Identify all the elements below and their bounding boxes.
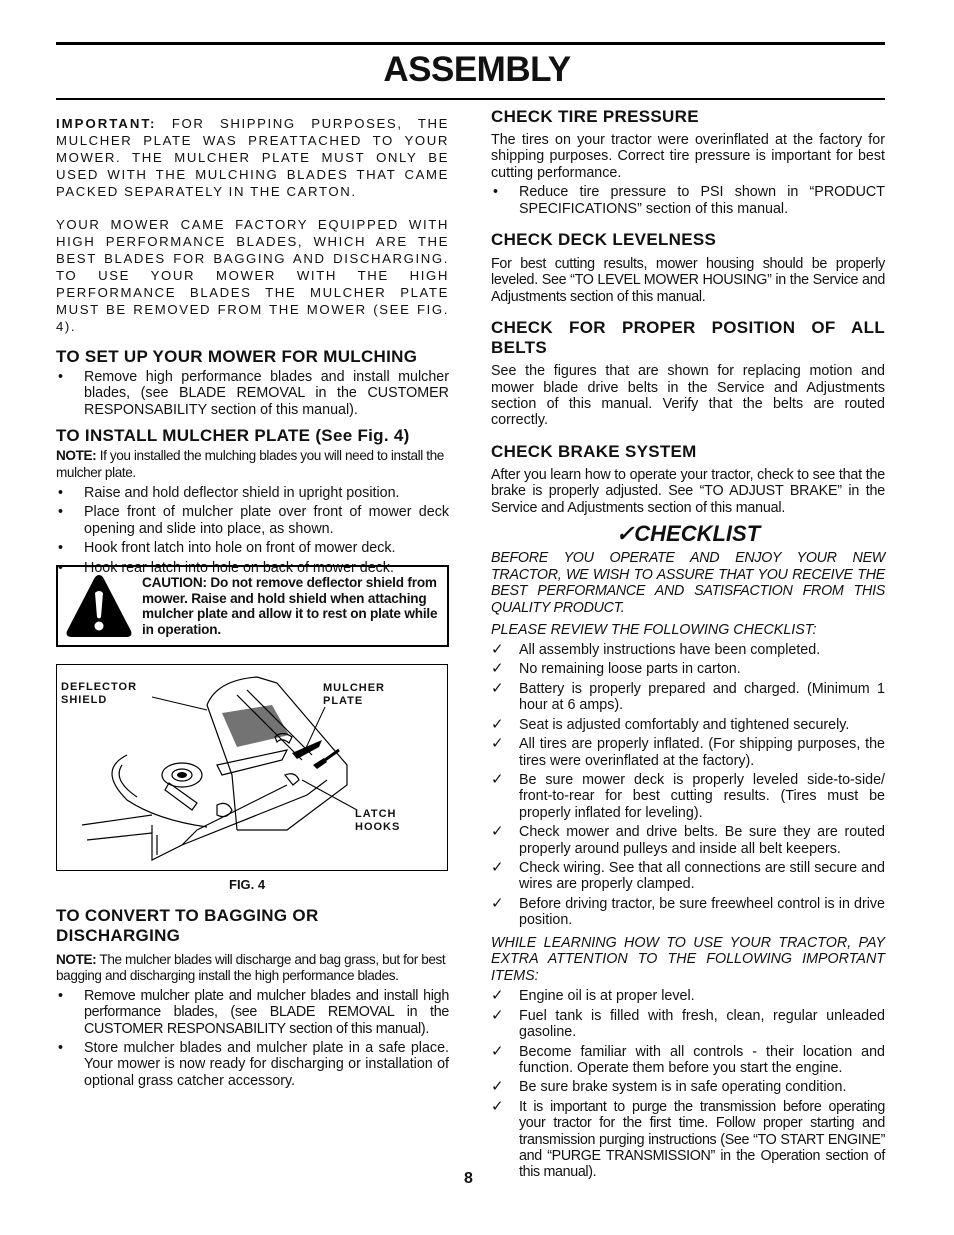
note-label: NOTE:	[56, 448, 97, 464]
check-icon: ✓	[491, 1097, 504, 1115]
install-note	[56, 448, 449, 481]
belts-heading: CHECK FOR PROPER POSITION OF ALL BELTS	[491, 318, 885, 358]
list-item: • Reduce tire pressure to PSI shown in “PRODUCT SPECIFICATIONS” section of this manual.	[491, 184, 885, 217]
check-icon: ✓	[491, 1078, 504, 1096]
list-item: • Hook front latch into hole on front of mower deck.	[56, 540, 449, 556]
list-item: ✓ Be sure brake system is in safe operating condition.	[491, 1078, 847, 1096]
tire-text: The tires on your tractor were overinflated at the factory for shipping purposes. Correct tire pressure is important for best cutting performance.	[491, 132, 885, 181]
list-item: ✓ Check wiring. See that all connections are still secure and wires are properly clamped.	[491, 858, 885, 893]
brake-heading: CHECK BRAKE SYSTEM	[491, 441, 697, 461]
important-label: IMPORTANT:	[56, 116, 157, 131]
note-text: The mulcher blades will discharge and bag grass, but for best bagging and discharging install the high performance blades.	[56, 952, 446, 984]
list-item: • Hook rear latch into hole on back of mower deck.	[56, 560, 449, 576]
figure-caption: FIG. 4	[229, 877, 266, 892]
note-label: NOTE:	[56, 952, 97, 967]
list-item: ✓ Become familiar with all controls - their location and function. Operate them before you start the engine.	[491, 1042, 885, 1076]
check-icon: ✓	[491, 823, 504, 841]
belts-text: See the figures that are shown for replacing motion and mower blade drive belts in the Service and Adjustments section of this manual. Verify that the belts are routed correctly.	[491, 363, 885, 429]
latch-hooks-label: LATCH HOOKS	[355, 808, 401, 833]
check-icon: ✓	[491, 1042, 504, 1060]
mulcher-plate-label: MULCHER PLATE	[323, 682, 385, 707]
check-icon: ✓	[491, 858, 504, 876]
check-icon: ✓	[491, 679, 504, 697]
right-column	[491, 108, 885, 1181]
list-item: ✓ It is important to purge the transmission before operating your tractor for the first time. Follow proper starting and transmission purging instructions (See “TO START ENGINE” and “PURGE TRANSMISSION” in the Operation section of this manual).	[491, 1097, 885, 1181]
checklist-title: CHECKLIST	[634, 521, 761, 547]
checklist-intro: BEFORE YOU OPERATE AND ENJOY YOUR NEW TRACTOR, WE WISH TO ASSURE THAT YOU RECEIVE THE BEST PERFORMANCE AND SATISFACTION FROM THIS QUALITY PRODUCT.	[491, 550, 885, 616]
page-title: ASSEMBLY	[383, 50, 571, 89]
left-column	[56, 108, 449, 576]
list-item: ✓ All tires are properly inflated. (For shipping purposes, the tires were overinflated at the factory).	[491, 735, 885, 769]
tire-heading: CHECK TIRE PRESSURE	[491, 107, 699, 126]
mulching-heading: TO SET UP YOUR MOWER FOR MULCHING	[56, 347, 418, 366]
checklist-learning: WHILE LEARNING HOW TO USE YOUR TRACTOR, PAY EXTRA ATTENTION TO THE FOLLOWING IMPORTANT ITEMS:	[491, 934, 885, 984]
blades-paragraph: YOUR MOWER CAME FACTORY EQUIPPED WITH HIGH PERFORMANCE BLADES, WHICH ARE THE BEST BLADES FOR BAGGING AND DISCHARGING. TO USE YOUR MOWER WITH THE HIGH PERFORMANCE BLADES THE MULCHER PLATE MUST BE REMOVED FROM THE MOWER (SEE FIG. 4).	[56, 217, 449, 334]
checklist-items-2	[491, 988, 885, 1180]
mulching-list	[56, 369, 449, 418]
title-underline	[56, 98, 885, 100]
check-icon: ✓	[491, 660, 504, 678]
list-item: • Remove mulcher plate and mulcher blades and install high performance blades, (see BLADE REMOVAL in the CUSTOMER RESPONSABILITY section of this manual).	[56, 988, 449, 1037]
list-item: ✓ Before driving tractor, be sure freewheel control is in drive position.	[491, 894, 885, 929]
check-icon: ✓	[491, 987, 504, 1005]
list-item: ✓ Seat is adjusted comfortably and tightened securely.	[491, 715, 850, 733]
list-item: • Place front of mulcher plate over front of mower deck opening and slide into place, as shown.	[56, 504, 449, 537]
check-icon: ✓	[491, 641, 504, 659]
checklist-items	[491, 642, 885, 929]
list-item: • Raise and hold deflector shield in upright position.	[56, 485, 449, 501]
list-item: ✓ Fuel tank is filled with fresh, clean, regular unleaded gasoline.	[491, 1006, 885, 1041]
check-icon: ✓	[491, 715, 504, 733]
convert-heading: TO CONVERT TO BAGGING OR DISCHARGING	[56, 906, 319, 945]
checklist-review: PLEASE REVIEW THE FOLLOWING CHECKLIST:	[491, 622, 817, 639]
list-item: ✓ No remaining loose parts in carton.	[491, 660, 741, 678]
deflector-shield-label: DEFLECTOR SHIELD	[61, 681, 138, 706]
tire-list	[491, 184, 885, 217]
check-icon: ✓	[615, 521, 635, 547]
list-item: • Remove high performance blades and install mulcher blades, (see BLADE REMOVAL in the CUSTOMER RESPONSABILITY section of this manual).	[56, 369, 449, 418]
figure-4	[56, 664, 448, 871]
deck-heading: CHECK DECK LEVELNESS	[491, 230, 717, 250]
checklist-heading	[491, 521, 885, 547]
important-text: FOR SHIPPING PURPOSES, THE MULCHER PLATE WAS PREATTACHED TO YOUR MOWER. THE MULCHER PLATE MUST ONLY BE USED WITH THE MULCHING BLADES THAT CAME PACKED SEPARATELY IN THE CARTON.	[56, 116, 449, 199]
list-item: ✓ Engine oil is at proper level.	[491, 987, 695, 1005]
list-item: ✓ Be sure mower deck is properly leveled side-to-side/ front-to-rear for best cutting results. (Tires must be properly inflated for leveling).	[491, 770, 885, 821]
caution-text: CAUTION: Do not remove deflector shield from mower. Raise and hold shield when attaching mulcher plate and allow it to rest on plate while in operation.	[142, 575, 438, 637]
caution-box	[56, 565, 449, 647]
list-item: ✓ All assembly instructions have been completed.	[491, 641, 821, 659]
convert-section	[56, 906, 449, 1089]
important-paragraph	[56, 115, 449, 200]
check-icon: ✓	[491, 894, 504, 912]
list-item: ✓ Check mower and drive belts. Be sure they are routed properly around pulleys and inside all belt keepers.	[491, 823, 885, 857]
check-icon: ✓	[491, 770, 504, 788]
check-icon: ✓	[491, 735, 504, 753]
list-item: ✓ Battery is properly prepared and charged. (Minimum 1 hour at 6 amps).	[491, 679, 885, 714]
install-plate-heading: TO INSTALL MULCHER PLATE (See Fig. 4)	[56, 426, 410, 446]
convert-list	[56, 988, 449, 1089]
page-number: 8	[464, 1170, 473, 1187]
check-icon: ✓	[491, 1006, 504, 1024]
warning-icon	[64, 571, 134, 641]
install-list	[56, 485, 449, 576]
convert-note	[56, 952, 449, 985]
brake-text: After you learn how to operate your tractor, check to see that the brake is properly adjusted. See “TO ADJUST BRAKE” in the Service and Adjustments section of this manual.	[491, 466, 885, 516]
top-rule	[56, 42, 885, 45]
list-item: • Store mulcher blades and mulcher plate in a safe place. Your mower is now ready for discharging or installation of optional grass catcher accessory.	[56, 1040, 449, 1089]
deck-text: For best cutting results, mower housing should be properly leveled. See “TO LEVEL MOWER HOUSING” in the Service and Adjustments section of this manual.	[491, 256, 885, 305]
note-text: If you installed the mulching blades you will need to install the mulcher plate.	[56, 448, 444, 480]
